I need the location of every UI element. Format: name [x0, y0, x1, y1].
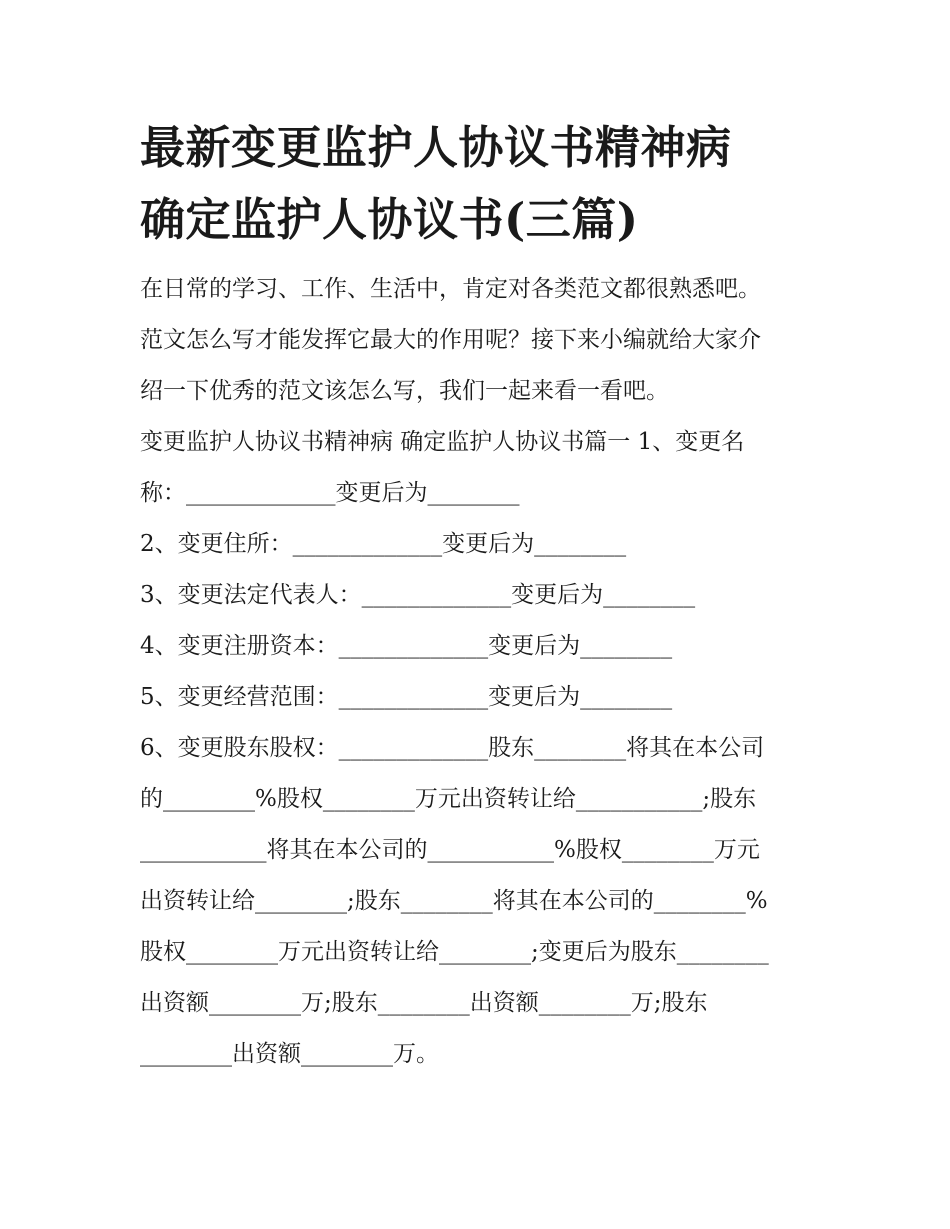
text-line: 在日常的学习、工作、生活中，肯定对各类范文都很熟悉吧。 [140, 276, 761, 302]
text-line: 4、变更注册资本：_____________变更后为________ [140, 633, 673, 659]
text-line: 5、变更经营范围：_____________变更后为________ [140, 684, 673, 710]
title-line: 确定监护人协议书(三篇) [140, 193, 639, 246]
document-content [140, 112, 820, 1080]
title-line: 最新变更监护人协议书精神病 [140, 121, 732, 174]
text-line: 绍一下优秀的范文该怎么写，我们一起来看一看吧。 [140, 378, 669, 404]
text-line: ___________将其在本公司的___________%股权________万元 [140, 837, 760, 863]
text-line: 3、变更法定代表人：_____________变更后为________ [140, 582, 696, 608]
intro-paragraph [140, 264, 820, 417]
text-line: 变更监护人协议书精神病 确定监护人协议书篇一 1、变更名 [140, 429, 745, 455]
text-line: 称：_____________变更后为________ [140, 480, 520, 506]
text-line: 出资额________万;股东________出资额________万;股东 [140, 990, 708, 1016]
text-line: 6、变更股东股权：_____________股东________将其在本公司 [140, 735, 765, 761]
text-line: 的________%股权________万元出资转让给___________;股东 [140, 786, 757, 812]
text-line: 2、变更住所：_____________变更后为________ [140, 531, 627, 557]
document-title [140, 112, 820, 256]
body-paragraph [140, 417, 820, 1080]
text-line: 股权________万元出资转让给________;变更后为股东________ [140, 939, 769, 965]
text-line: ________出资额________万。 [140, 1041, 439, 1067]
text-line: 范文怎么写才能发挥它最大的作用呢？接下来小编就给大家介 [140, 327, 761, 353]
text-line: 出资转让给________;股东________将其在本公司的________% [140, 888, 768, 914]
